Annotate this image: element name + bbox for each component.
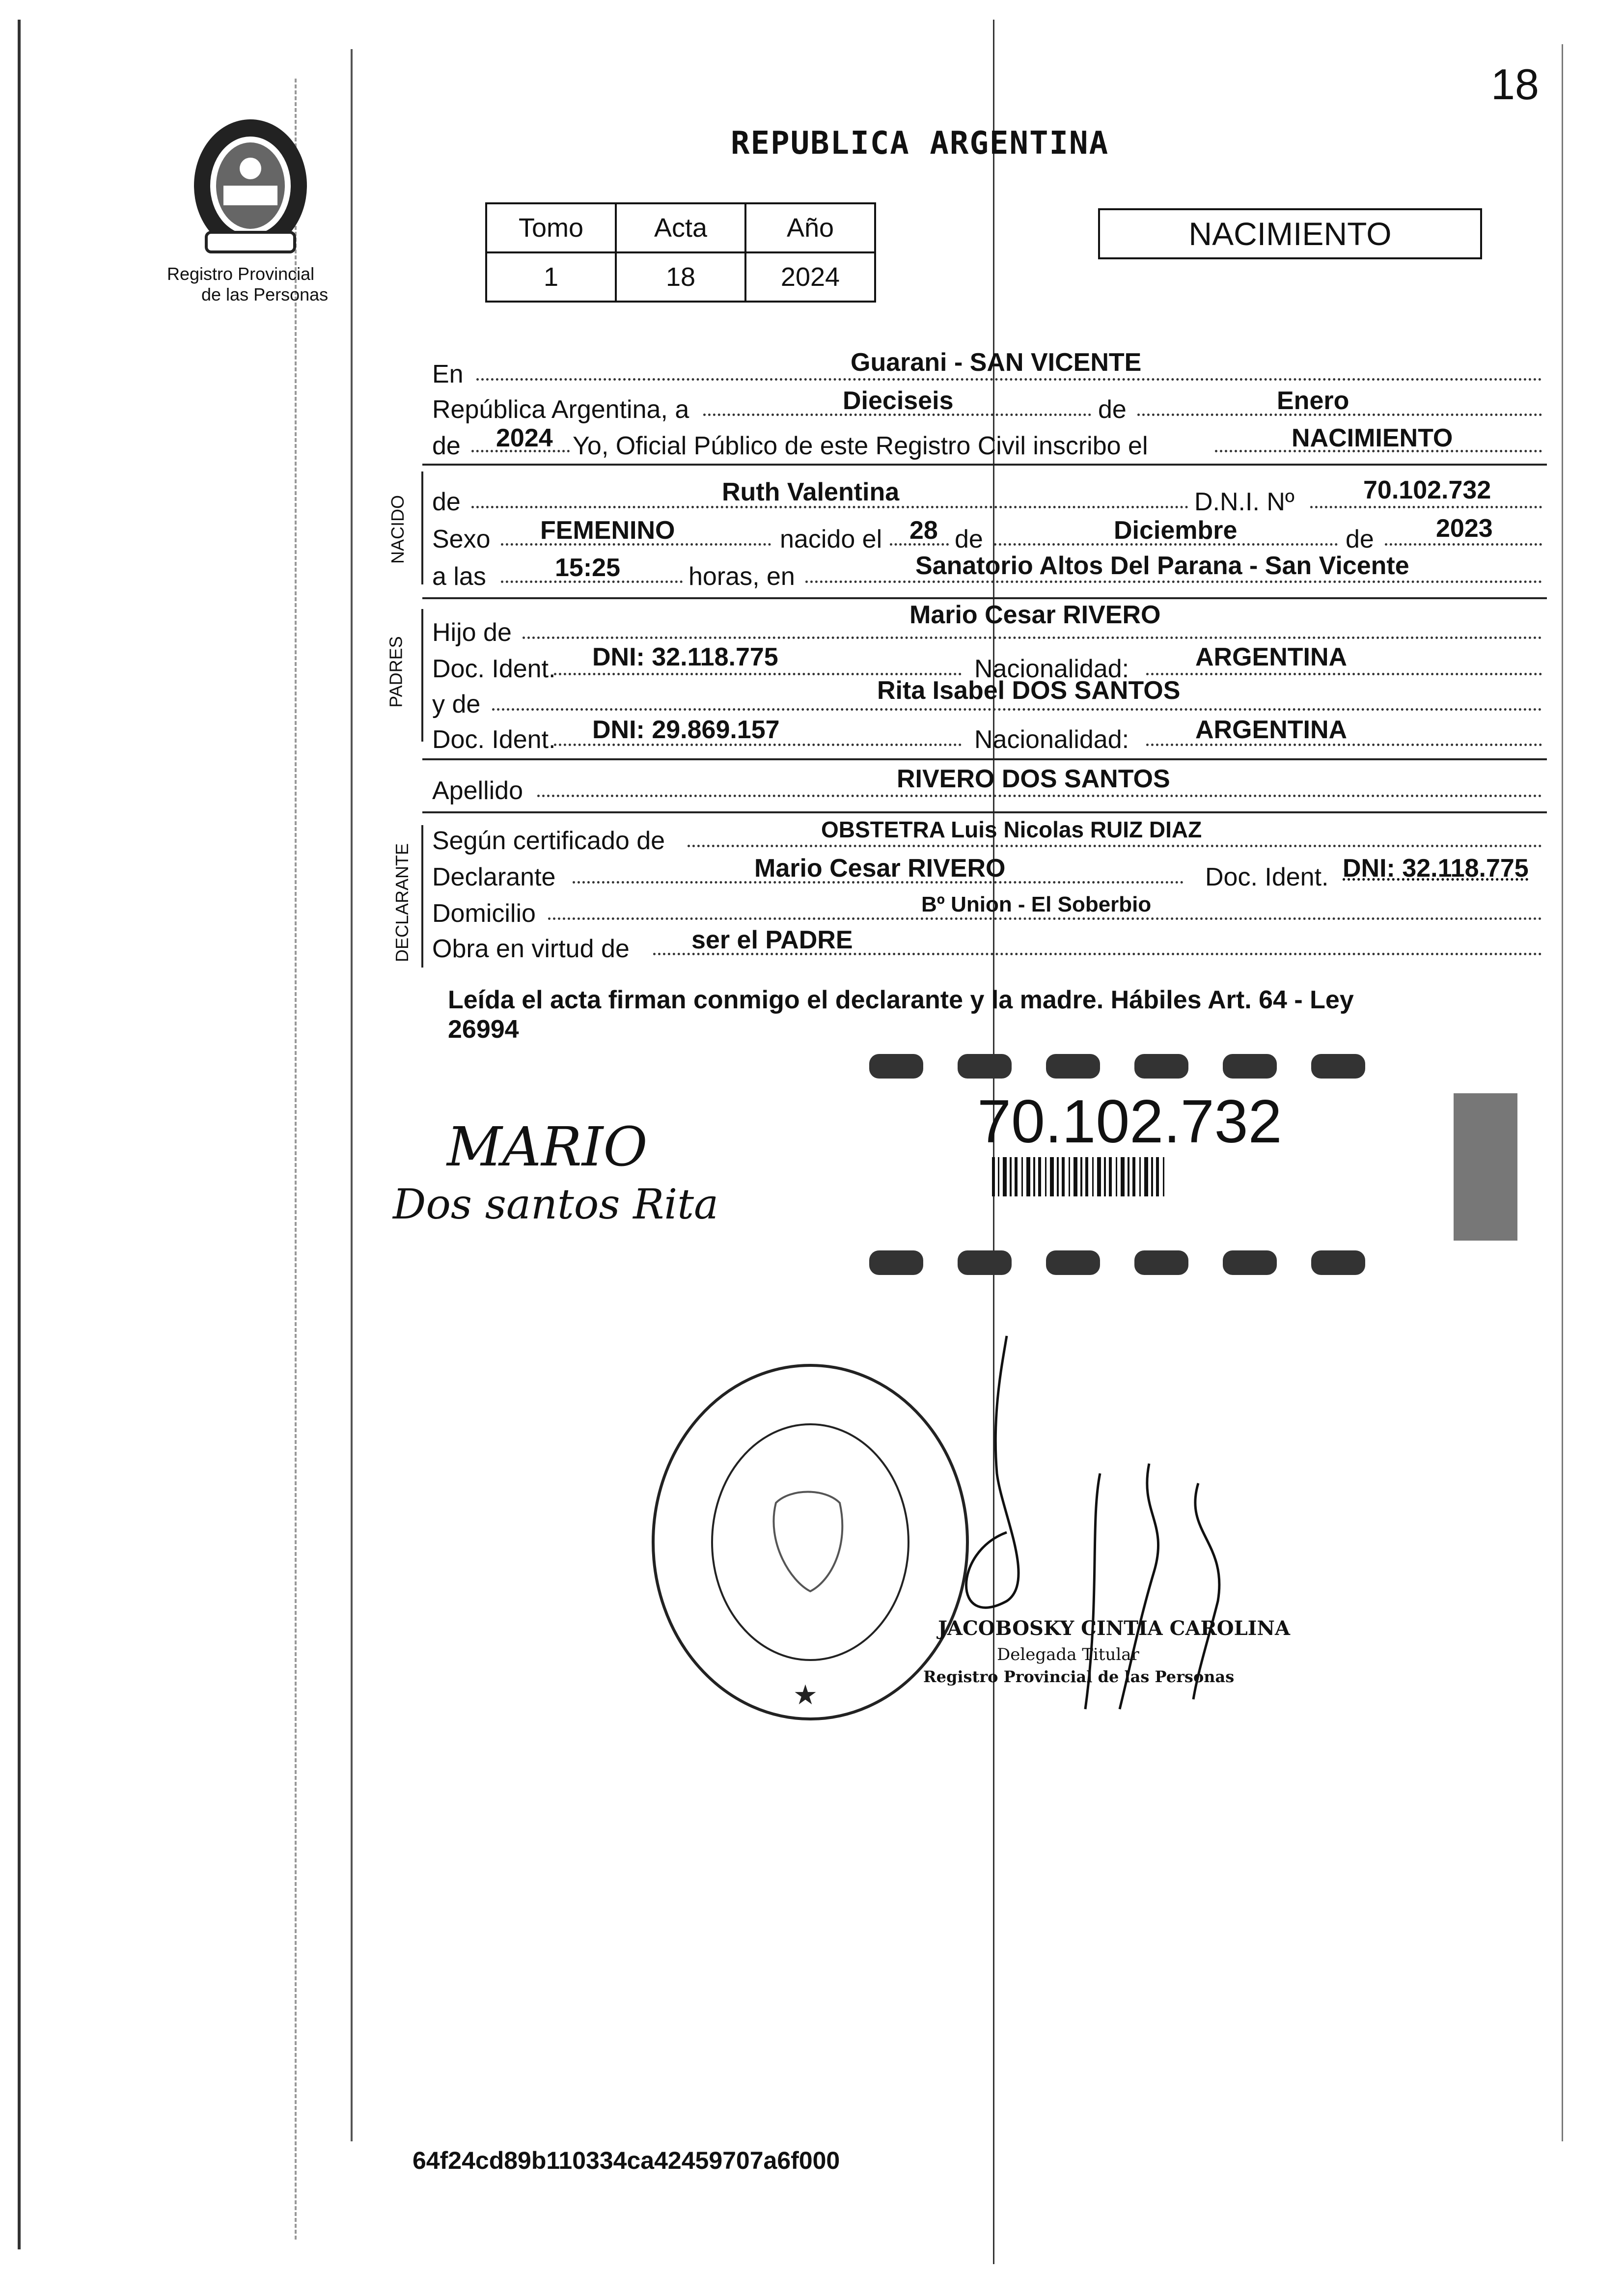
official-office: Registro Provincial de las Personas — [923, 1667, 1235, 1686]
declarante-label: Declarante — [432, 863, 556, 891]
signature-area — [393, 1115, 766, 1267]
mother-doc-label: Doc. Ident. — [432, 725, 556, 754]
register-value-tomo: 1 — [486, 252, 616, 302]
sticker-pattern-icon — [859, 1044, 1522, 1290]
sexo-label: Sexo — [432, 525, 491, 554]
birth-time: 15:25 — [555, 554, 620, 582]
svg-text:★: ★ — [793, 1679, 818, 1710]
inscription-value: NACIMIENTO — [1292, 424, 1453, 452]
padres-section-label: PADRES — [385, 636, 406, 708]
signature-line1: MARIO — [447, 1115, 648, 1178]
certificado-value: OBSTETRA Luis Nicolas RUIZ DIAZ — [821, 817, 1202, 842]
child-name: Ruth Valentina — [722, 478, 900, 506]
mother-nationality: ARGENTINA — [1195, 716, 1348, 744]
register-header-tomo: Tomo — [486, 203, 616, 252]
horas-en-label: horas, en — [688, 562, 795, 591]
yo-text: Yo, Oficial Público de este Registro Civil inscribo el — [573, 432, 1148, 460]
nacido-el-label: nacido el — [780, 525, 882, 554]
margin-dashes — [295, 79, 297, 2240]
birth-day: 28 — [909, 516, 938, 545]
country-title: REPUBLICA ARGENTINA — [731, 125, 1109, 162]
child-dni: 70.102.732 — [1363, 476, 1491, 504]
page-number: 18 — [1491, 60, 1539, 109]
security-sticker — [859, 1044, 1522, 1290]
domicilio-label: Domicilio — [432, 899, 536, 928]
father-doc: DNI: 32.118.775 — [592, 643, 778, 671]
left-inner-line — [351, 49, 353, 2141]
place-value: Guarani - SAN VICENTE — [851, 348, 1142, 377]
register-table — [485, 202, 876, 303]
signature-line2: Dos santos Rita — [393, 1180, 719, 1228]
act-type-box — [1098, 208, 1482, 259]
left-margin-line — [18, 20, 21, 2249]
day-value: Dieciseis — [843, 387, 954, 415]
closing-line2: 26994 — [448, 1015, 519, 1044]
hijo-de-label: Hijo de — [432, 618, 512, 647]
en-label: En — [432, 360, 464, 388]
register-header-acta: Acta — [616, 203, 745, 252]
hash-code: 64f24cd89b110334ca42459707a6f000 — [413, 2147, 840, 2174]
nacido-section-label: NACIDO — [387, 495, 408, 564]
father-nationality-label: Nacionalidad: — [974, 655, 1129, 683]
a-las-label: a las — [432, 562, 486, 591]
obra-value: ser el PADRE — [691, 926, 853, 954]
register-value-acta: 18 — [616, 252, 745, 302]
dni-label: D.N.I. Nº — [1194, 488, 1294, 516]
de-label-1: de — [1098, 395, 1127, 424]
nacido-de-label: de — [432, 488, 461, 516]
declarante-value: Mario Cesar RIVERO — [754, 854, 1006, 883]
act-type: NACIMIENTO — [1188, 216, 1392, 252]
domicilio-value: Bº Union - El Soberbio — [921, 892, 1152, 916]
mother-doc: DNI: 29.869.157 — [592, 716, 780, 744]
register-value-anio: 2024 — [745, 252, 875, 302]
certificado-label: Según certificado de — [432, 827, 665, 855]
apellido-label: Apellido — [432, 776, 523, 805]
declarante-doc: DNI: 32.118.775 — [1343, 854, 1529, 883]
birth-year: 2023 — [1436, 514, 1493, 543]
nacido-de-label-3: de — [1346, 525, 1374, 554]
mother-name: Rita Isabel DOS SANTOS — [877, 676, 1181, 705]
month-value: Enero — [1277, 387, 1349, 415]
nacido-de-label-2: de — [955, 525, 983, 554]
child-sex: FEMENINO — [540, 516, 675, 545]
right-margin-line — [1562, 44, 1563, 2141]
father-name: Mario Cesar RIVERO — [909, 601, 1161, 629]
register-header-anio: Año — [745, 203, 875, 252]
y-de-label: y de — [432, 690, 481, 719]
de-label-2: de — [432, 432, 461, 460]
closing-line1: Leída el acta firman conmigo el declarante y la madre. Hábiles Art. 64 - Ley — [448, 986, 1354, 1014]
father-doc-label: Doc. Ident. — [432, 655, 556, 683]
mother-nationality-label: Nacionalidad: — [974, 725, 1129, 754]
year-value: 2024 — [496, 424, 553, 452]
apellido-value: RIVERO DOS SANTOS — [897, 765, 1170, 793]
logo-caption-line2: de las Personas — [201, 284, 329, 305]
declarante-section-label: DECLARANTE — [392, 843, 413, 963]
province-logo — [177, 112, 324, 259]
republica-label: República Argentina, a — [432, 395, 689, 424]
birth-month: Diciembre — [1114, 516, 1238, 545]
sticker-number: 70.102.732 — [977, 1088, 1282, 1156]
father-nationality: ARGENTINA — [1195, 643, 1348, 671]
logo-caption-line1: Registro Provincial — [167, 264, 315, 284]
declarante-doc-label: Doc. Ident. — [1205, 863, 1329, 891]
obra-label: Obra en virtud de — [432, 935, 630, 963]
official-title: Delegada Titular — [997, 1645, 1139, 1664]
official-name: JACOBOSKY CINTIA CAROLINA — [938, 1617, 1291, 1640]
province-seal-icon — [177, 112, 324, 259]
birth-place: Sanatorio Altos Del Parana - San Vicente — [915, 552, 1409, 580]
